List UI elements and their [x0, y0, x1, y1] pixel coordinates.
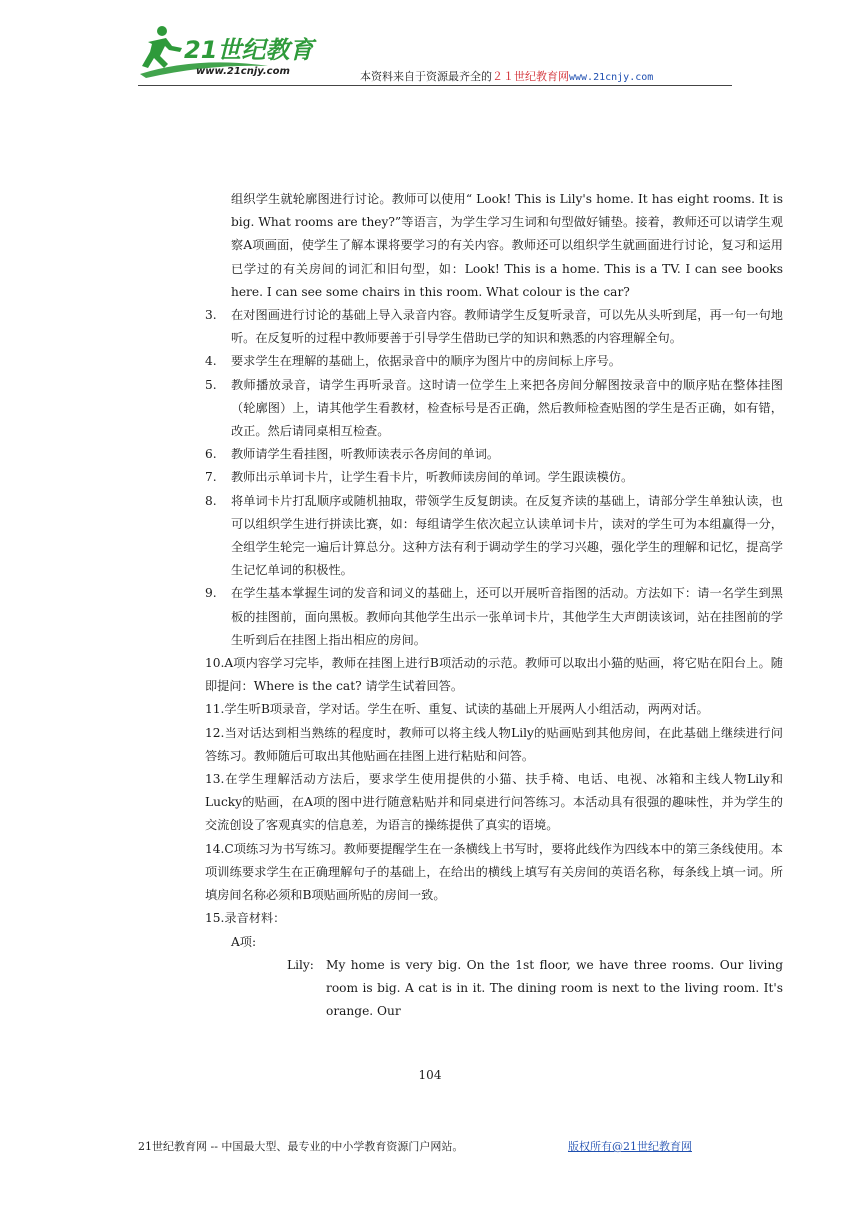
item-number: 14. [205, 841, 225, 856]
list-item [205, 907, 783, 930]
page-number: 104 [418, 1068, 442, 1082]
item-text: 教师请学生看挂图，听教师读表示各房间的单词。 [231, 447, 500, 462]
item-number: 8. [205, 493, 217, 508]
item-text: 将单词卡片打乱顺序或随机抽取，带领学生反复朗读。在反复齐读的基础上，请部分学生单独认读，也可以组织学生进行拼读比赛，如：每组请学生依次起立认读单词卡片，读对的学生可为本组赢得一分，全组学生轮完一遍后计算总分。这种方法有利于调动学生的学习兴趣，强化学生的理解和记忆，提高学生记忆单词的积极性。 [231, 493, 783, 578]
item-text: 教师出示单词卡片，让学生看卡片，听教师读房间的单词。学生跟读模仿。 [231, 470, 634, 485]
dialog-line [205, 954, 783, 1024]
item-text: 在学生基本掌握生词的发音和词义的基础上，还可以开展听音指图的活动。方法如下：请一名学生到黑板的挂图前，面向黑板。教师向其他学生出示一张单词卡片，其他学生大声朗读该词，站在挂图前的学生听到后在挂图上指出相应的房间。 [231, 586, 783, 647]
item-number: 10. [205, 656, 225, 671]
section-a-label: A项: [231, 934, 257, 949]
header-note-prefix: 本资料来自于资源最齐全的 [360, 70, 492, 83]
header-site-name[interactable]: ２１世纪教育网 [492, 70, 569, 83]
list-item [205, 466, 783, 489]
header-url-link[interactable]: www.21cnjy.com [569, 72, 654, 83]
list-item [205, 304, 783, 350]
item-number: 6. [205, 447, 217, 462]
list-item [205, 582, 783, 652]
header-divider [138, 85, 732, 86]
list-item [205, 374, 783, 444]
list-item [205, 722, 783, 768]
site-logo[interactable] [138, 22, 338, 82]
header-note [360, 68, 653, 84]
item-number: 7. [205, 470, 217, 485]
intro-paragraph: 组织学生就轮廓图进行讨论。教师可以使用“ Look! This is Lily's home. It has eight rooms. It is big. What rooms are they?”等语言，为学生学习生词和句型做好铺垫。接着，教师还可以请学生观察A项画面，使学生了解本课将要学习的有关内容。教师还可以组织学生就画面进行讨论，复习和运用已学过的有关房间的词汇和旧句型，如：Look! This is a home. This is a TV. I can see books here. I can see some chairs in this room. What colour is the car? [231, 192, 783, 299]
item-text: 录音材料： [224, 911, 286, 926]
item-number: 4. [205, 354, 217, 369]
footer-copyright-link[interactable]: 版权所有@21世纪教育网 [568, 1140, 692, 1153]
document-body [205, 188, 783, 1023]
list-item [205, 652, 783, 698]
list-item [205, 768, 783, 838]
item-number: 15. [205, 911, 225, 926]
item-text: 在学生理解活动方法后，要求学生使用提供的小猫、扶手椅、电话、电视、冰箱和主线人物Lily和Lucky的贴画，在A项的图中进行随意粘贴并和同桌进行问答练习。本活动具有很强的趣味性，并为学生的交流创设了客观真实的信息差，为语言的操练提供了真实的语境。 [205, 772, 783, 833]
dialog-text: My home is very big. On the 1st floor, we have three rooms. Our living room is big. A cat is in it. The dining room is next to the living room. It's orange. Our [326, 957, 783, 1019]
item-text: 当对话达到相当熟练的程度时，教师可以将主线人物Lily的贴画贴到其他房间，在此基础上继续进行问答练习。教师随后可取出其他贴画在挂图上进行粘贴和问答。 [205, 725, 783, 763]
item-number: 3. [205, 308, 217, 323]
footer-tagline: 21世纪教育网 -- 中国最大型、最专业的中小学教育资源门户网站。 [138, 1140, 464, 1153]
item-number: 13. [205, 772, 225, 787]
list-item [205, 350, 783, 373]
item-number: 5. [205, 377, 217, 392]
item-text: 教师播放录音，请学生再听录音。这时请一位学生上来把各房间分解图按录音中的顺序贴在整体挂图（轮廓图）上，请其他学生看教材，检查标号是否正确，然后教师检查贴图的学生是否正确，如有错，改正。然后请同桌相互检查。 [231, 377, 783, 439]
logo-url: www.21cnjy.com [196, 66, 290, 77]
list-item [205, 443, 783, 466]
list-item [205, 698, 783, 721]
item-number: 9. [205, 586, 217, 601]
list-item [205, 838, 783, 908]
item-number: 12. [205, 725, 225, 740]
item-text: 学生听B项录音，学对话。学生在听、重复、试读的基础上开展两人小组活动，两两对话。 [224, 702, 709, 717]
item-text: C项练习为书写练习。教师要提醒学生在一条横线上书写时，要将此线作为四线本中的第三条线使用。本项训练要求学生在正确理解句子的基础上，在给出的横线上填写有关房间的英语名称，每条线上填一词。所填房间名称必须和B项贴画所贴的房间一致。 [205, 841, 783, 903]
item-text: 在对图画进行讨论的基础上导入录音内容。教师请学生反复听录音，可以先从头听到尾，再一句一句地听。在反复听的过程中教师要善于引导学生借助已学的知识和熟悉的内容理解全句。 [231, 308, 783, 346]
item-text: 要求学生在理解的基础上，依据录音中的顺序为图片中的房间标上序号。 [231, 354, 621, 369]
item-text: A项内容学习完毕，教师在挂图上进行B项活动的示范。教师可以取出小猫的贴画，将它贴在阳台上。随即提问：Where is the cat? 请学生试着回答。 [205, 656, 783, 694]
runner-logo-icon [138, 22, 338, 82]
item-number: 11. [205, 702, 225, 717]
list-item [205, 490, 783, 583]
dialog-speaker: Lily: [287, 957, 314, 972]
logo-title: 21世纪教育 [184, 36, 314, 64]
